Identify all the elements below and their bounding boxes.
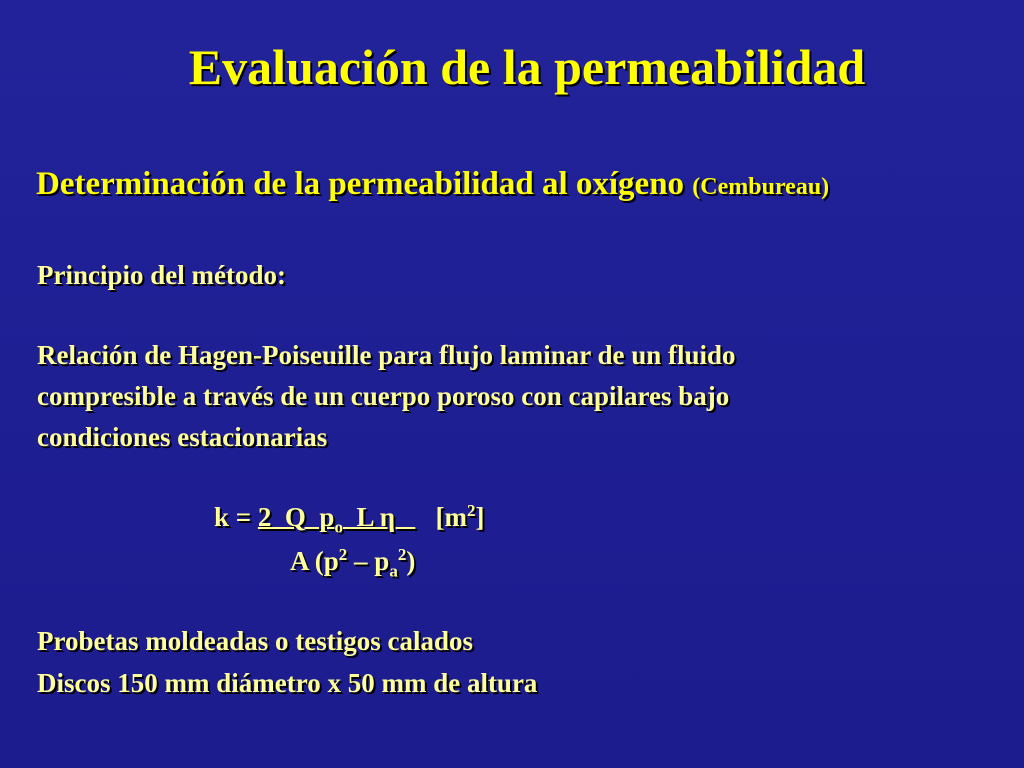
formula-num-2q: 2 Q p <box>257 502 335 532</box>
slide-title <box>0 38 1024 96</box>
formula-unit-close: ] <box>475 502 485 532</box>
formula-den-a: A (p <box>290 546 339 576</box>
subtitle-main: Determinación de la permeabilidad al oxígeno <box>36 166 685 202</box>
description-line-2: compresible a través de un cuerpo poroso con capilares bajo <box>37 381 730 411</box>
slide-subtitle <box>36 166 829 203</box>
subtitle-note: (Cembureau) <box>692 174 830 200</box>
formula-den-minus: – p <box>347 546 390 576</box>
formula-unit-sup: 2 <box>467 501 476 520</box>
principle-heading: Principio del método: <box>37 260 286 290</box>
formula-lhs: k = <box>214 502 258 532</box>
formula-num-l-eta: L η <box>342 502 416 532</box>
description-line-1: Relación de Hagen-Poiseuille para flujo laminar de un fluido <box>37 340 736 370</box>
formula-numerator-line <box>214 501 485 537</box>
formula-unit-open: [m <box>435 502 468 532</box>
footer-line-2: Discos 150 mm diámetro x 50 mm de altura <box>37 668 538 698</box>
formula-den-sup-2: 2 <box>338 545 348 564</box>
formula-num-sub-o: o <box>334 517 343 537</box>
formula-denominator-line <box>290 545 416 581</box>
description-line-3: condiciones estacionarias <box>37 422 328 452</box>
formula-den-close: ) <box>406 546 416 576</box>
formula-den-sub-a: a <box>389 561 398 581</box>
formula-numerator <box>257 502 416 537</box>
footer-line-1: Probetas moldeadas o testigos calados <box>37 626 473 656</box>
slide-title-text: Evaluación de la permeabilidad <box>188 39 866 95</box>
formula-den-sup-2b: 2 <box>397 545 407 564</box>
